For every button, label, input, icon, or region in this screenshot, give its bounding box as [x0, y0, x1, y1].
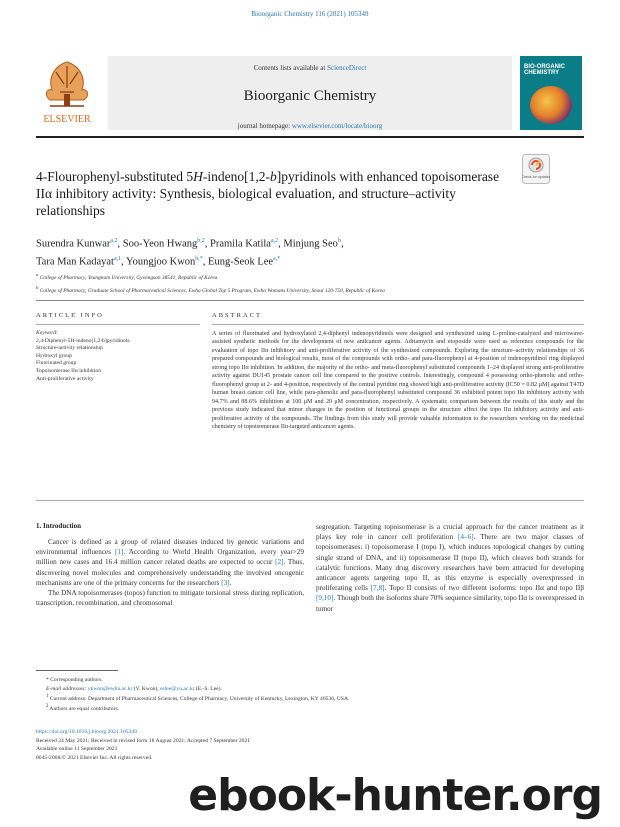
abstract-text: A series of fluorinated and hydroxylated 2,4-diphenyl indenopyridinols were designed and synthesized using L-proline-catalyzed and microwave-assisted synthetic methods for the development of new anticancer agents. Adriamycin and etoposide were used as reference compounds for the evaluation of topo IIα inhibitory and anti-proliferative activity of the synthesized compounds. Exploring the structure–activity relationships of 36 prepared compounds and biological results, most of the compounds with ortho- and para-fluorophenyl at 4-position of indenopyridinol ring displayed strong topo IIα inhibition. In addition, the majority of the ortho- and meta-fluorophenyl substituted compounds 1–24 displayed strong anti-proliferative activity against DU145 prostate cancer cell line compared to the positive controls. Interestingly, compound 4 possessing ortho-phenolic and ortho-fluorophenyl group at 2- and 4-position, respectively of the central pyridine ring showed high anti-proliferative activity (IC50 = 0.82 μM) against T47D human breast cancer cell line, while para-phenolic and para-fluorophenyl substituted compound 36 exhibited potent topo IIα inhibitory activity with 94.7% and 88.6% inhibition at 100 μM and 20 μM concentration, respectively. A systematic comparison between the results of this study and the previous study indicated that minor changes in the position of functional groups in the structure affect the topo IIα inhibitory activity and anti-proliferative activity of the compounds. The findings from this study will provide valuable information to the researchers working on the medicinal chemistry of topoisomerase IIα-targeted anticancer agents.: [212, 331, 584, 430]
citation-link[interactable]: [1]: [114, 548, 124, 557]
elsevier-wordmark: ELSEVIER: [43, 114, 91, 125]
keywords-block: [36, 330, 200, 383]
footnotes: [36, 676, 584, 714]
citation-link[interactable]: [9,10]: [316, 594, 334, 603]
journal-reference[interactable]: Bioorganic Chemistry 116 (2021) 105349: [251, 10, 369, 18]
author-name[interactable]: Minjung Seo: [283, 238, 338, 250]
abstract-heading: ABSTRACT: [212, 312, 262, 319]
copyright-line: 0045-2068/© 2021 Elsevier Inc. All rights reserved.: [36, 754, 153, 761]
homepage-link[interactable]: www.elsevier.com/locate/bioorg: [291, 122, 383, 130]
author-name[interactable]: Youngjoo Kwon: [126, 256, 196, 267]
author-affiliation-mark[interactable]: b: [337, 238, 341, 244]
abstract-end-rule: [36, 500, 584, 501]
intro-left-column: [36, 537, 304, 608]
author-name[interactable]: Eung-Seok Lee: [208, 256, 274, 267]
affiliations: [36, 270, 576, 296]
author-affiliation-mark[interactable]: a,2: [110, 238, 118, 244]
intro-paragraph: The DNA topoisomerases (topos) function to mitigate torsional stress during replication, transcription, recombination, and chromosomal: [36, 589, 304, 608]
footnote-2: $^2$ Authors are equal contributors.: [46, 704, 120, 713]
author-list: Surendra Kunwar$^{a,2}$, Soo-Yeon Hwang$^{b,2}$, Pramila Katila$^{a,2}$, Minjung Seo$^b$, Tara Man Kadayat$^{a,1}$, Youngjoo Kwon$^{b,*}$, Eung-Seok Lee$^{a,*}$: [36, 238, 344, 267]
intro-paragraph: segregation. Targeting topoisomerase is a crucial approach for the cancer treatment as it plays key role in cancer cell proliferation [4–6]. There are two major classes of topoisomerases: i) topoisomerase I (topo I), which induces topological changes by cutting single strand of DNA, and ii) topoisomerase II (topo II), which cleaves both strands for catalytic functions. Many drug discovery researchers have been attracted for developing anticancer agents targeting topo II, as this enzyme is especially overexpressed in proliferating cells [7,8]. Topo II consists of two different isoforms: topo IIα and topo IIβ [9,10]. Though both the isoforms share 70% sequence similarity, topo IIα is overexpressed in tumor: [316, 523, 584, 613]
received-dates: Received 24 May 2021; Received in revised form 18 August 2021; Accepted 7 September 2021: [36, 737, 251, 744]
elsevier-logo: [36, 58, 98, 126]
intro-right-column: [316, 522, 584, 614]
section-rule: [36, 300, 584, 301]
affiliation-b: $^b$ College of Pharmacy, Graduate School of Pharmaceutical Sciences, Ewha Global Top 5 Program, Ewha Womans University, Seoul 120-750, Republic of Korea: [36, 284, 385, 294]
article-info-heading: ARTICLE INFO: [36, 312, 104, 319]
cover-title: BIO-ORGANIC CHEMISTRY: [524, 64, 565, 76]
author-name[interactable]: Pramila Katila: [210, 238, 271, 250]
keywords-label: Keyword:: [36, 330, 58, 336]
affiliation-a: $^a$ College of Pharmacy, Yeungnam University, Gyeongsan 38541, Republic of Korea: [36, 272, 218, 281]
author-affiliation-mark[interactable]: a,1: [113, 255, 122, 262]
homepage-line: [108, 122, 512, 130]
intro-paragraph: Cancer is defined as a group of related diseases induced by genetic variations and environmental influences [1]. According to World Health Organization, every year>29 million new cases and 16.4 million cancer related deaths are expected to occur [2]. Thus, discovering novel molecules and comprehensively understanding the involved oncogenic mechanisms are one of the primary concerns for the researchers [3].: [36, 538, 304, 587]
author-affiliation-mark[interactable]: a,2: [270, 238, 279, 244]
author-affiliation-mark[interactable]: b,2: [197, 238, 205, 244]
author-affiliation-mark[interactable]: b,*: [195, 255, 203, 262]
email-footnote: E-mail addresses: ykwon@ewha.ac.kr (Y. Kwon), eslee@yu.ac.kr (E.-S. Lee).: [46, 685, 222, 692]
corresponding-footnote: * Corresponding authors.: [46, 677, 103, 683]
sciencedirect-link[interactable]: ScienceDirect: [327, 64, 367, 72]
introduction-heading: 1. Introduction: [36, 522, 81, 530]
keyword-item: Fluorinated group: [36, 360, 77, 367]
email-link[interactable]: ykwon@ewha.ac.kr: [87, 685, 133, 692]
header-rule: [36, 136, 584, 138]
homepage-prefix: journal homepage:: [237, 122, 292, 130]
check-for-updates-badge[interactable]: [522, 154, 550, 184]
footnote-rule: [36, 670, 118, 671]
keyword-item: 2,4-Diphenyl-5H-indeno[1,2-b]pyridinols: [36, 337, 130, 344]
contents-line: [108, 64, 512, 72]
citation-link[interactable]: [7,8]: [370, 584, 385, 593]
available-online: Available online 11 September 2021: [36, 746, 118, 752]
citation-link[interactable]: [2]: [275, 558, 284, 567]
article-title: 4-Flourophenyl-substituted 5H-indeno[1,2-b]pyridinols with enhanced topoisomerase IIα inhibitory activity: Synthesis, biological evaluation, and structure–activity relationships: [36, 169, 500, 218]
citation-link[interactable]: [4–6]: [458, 533, 474, 542]
author-name[interactable]: Tara Man Kadayat: [36, 256, 114, 267]
author-name[interactable]: Surendra Kunwar: [36, 238, 111, 250]
keyword-item: Structure-activity relationship: [36, 345, 103, 352]
abstract-rule: [212, 324, 584, 325]
keyword-item: Anti-proliferative activity: [36, 375, 94, 382]
journal-cover-image[interactable]: [520, 56, 582, 130]
cover-artwork: [530, 86, 572, 124]
email-link[interactable]: eslee@yu.ac.kr: [160, 685, 195, 692]
keyword-item: Hydroxyl group: [36, 352, 72, 359]
contents-prefix: Contents lists available at: [253, 64, 328, 72]
article-info-rule: [36, 324, 200, 325]
keyword-item: Topoisomerase IIα inhibition: [36, 367, 101, 374]
author-name[interactable]: Soo-Yeon Hwang: [122, 238, 198, 250]
check-badge-label: Check for updates: [522, 175, 550, 179]
doi-link[interactable]: https://doi.org/10.1016/j.bioorg.2021.105349: [36, 729, 137, 735]
citation-link[interactable]: [3]: [221, 578, 230, 587]
publication-info: [36, 728, 436, 762]
watermark: ebook-hunter.org: [188, 770, 602, 821]
author-affiliation-mark[interactable]: a,*: [273, 255, 281, 262]
footnote-1: $^1$ Current address: Department of Pharmaceutical Sciences, College of Pharmacy, University of Kentucky, Lexington, KY 40536, USA.: [46, 694, 350, 702]
journal-title: Bioorganic Chemistry: [243, 88, 377, 104]
